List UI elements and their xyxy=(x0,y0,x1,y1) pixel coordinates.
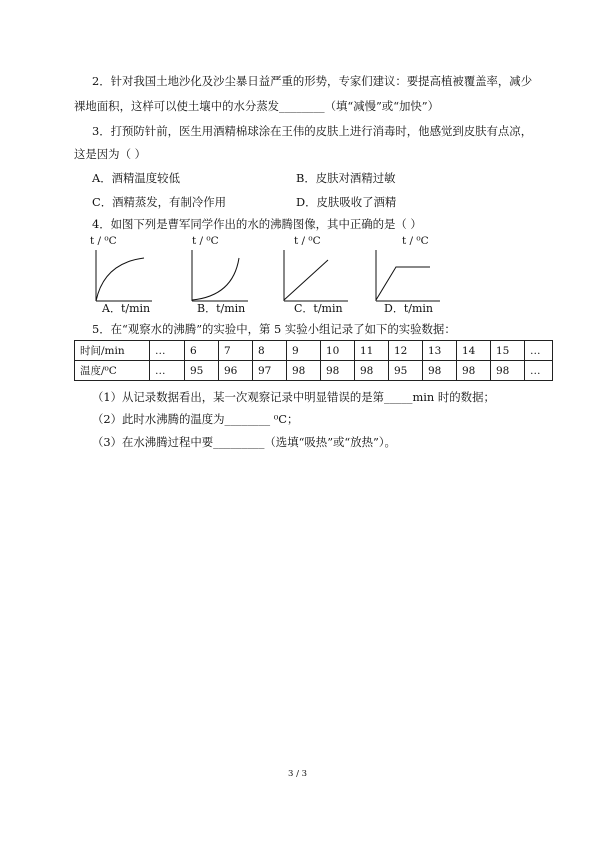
table-cell: … xyxy=(150,341,185,361)
table-cell: 13 xyxy=(423,341,457,361)
graph-c-caption: C．t/min xyxy=(294,302,343,315)
table-cell: 7 xyxy=(219,341,253,361)
table-cell: 95 xyxy=(185,361,219,381)
graph-c-y-label: t / ⁰C xyxy=(294,235,321,247)
table-cell: 时间/min xyxy=(75,341,150,361)
table-cell: … xyxy=(150,361,185,381)
table-row-temperature xyxy=(75,361,553,381)
q4-text: 4．如图下列是曹军同学作出的水的沸腾图像，其中正确的是（ ） xyxy=(92,217,422,231)
q2-line2: 裸地面积，这样可以使土壤中的水分蒸发________（填“减慢”或“加快”） xyxy=(74,99,440,113)
graph-a-caption: A．t/min xyxy=(102,302,151,315)
table-cell: 8 xyxy=(253,341,287,361)
q5-sub3: （3）在水沸腾过程中要_________（选填“吸热”或“放热”）。 xyxy=(92,435,396,449)
q3-line1: 3．打预防针前，医生用酒精棉球涂在王伟的皮肤上进行消毒时，他感觉到皮肤有点凉， xyxy=(92,124,533,138)
table-cell: 10 xyxy=(321,341,355,361)
graph-d-caption: D．t/min xyxy=(384,302,433,315)
q2-line1: 2．针对我国土地沙化及沙尘暴日益严重的形势，专家们建议：要提高植被覆盖率，减少 xyxy=(92,74,533,88)
table-cell: 14 xyxy=(457,341,491,361)
graph-a-curve xyxy=(96,258,144,301)
table-cell: 98 xyxy=(355,361,389,381)
q3-option-a: A．酒精温度较低 xyxy=(92,171,180,185)
q3-line2: 这是因为（ ） xyxy=(74,147,146,161)
table-cell: 98 xyxy=(423,361,457,381)
table-cell: 15 xyxy=(491,341,525,361)
page-number: 3 / 3 xyxy=(287,769,308,779)
graph-c xyxy=(276,230,356,314)
graph-b-caption: B．t/min xyxy=(197,302,246,315)
q3-option-b: B．皮肤对酒精过敏 xyxy=(296,171,396,185)
table-cell: 6 xyxy=(185,341,219,361)
table-cell: … xyxy=(525,361,553,381)
table-cell: 9 xyxy=(287,341,321,361)
graph-c-curve xyxy=(284,260,328,300)
q3-option-d: D．皮肤吸收了酒精 xyxy=(296,195,397,209)
q5-sub1: （1）从记录数据看出，某一次观察记录中明显错误的是第_____min 时的数据； xyxy=(92,390,495,404)
graph-b-y-label: t / ⁰C xyxy=(192,235,219,247)
graph-d xyxy=(372,230,452,314)
graph-d-y-label: t / ⁰C xyxy=(402,235,429,247)
table-cell: 98 xyxy=(491,361,525,381)
table-cell: 11 xyxy=(355,341,389,361)
table-cell: 98 xyxy=(321,361,355,381)
graph-a xyxy=(76,230,156,314)
table-cell: 97 xyxy=(253,361,287,381)
graph-d-curve xyxy=(376,267,430,300)
graph-a-y-label: t / ⁰C xyxy=(90,235,117,247)
table-cell: 95 xyxy=(389,361,423,381)
table-cell: 96 xyxy=(219,361,253,381)
table-cell: 温度/⁰C xyxy=(75,361,150,381)
q5-sub2: （2）此时水沸腾的温度为________ ⁰C； xyxy=(92,412,299,426)
table-cell: 12 xyxy=(389,341,423,361)
table-cell: … xyxy=(525,341,553,361)
table-cell: 98 xyxy=(287,361,321,381)
q3-option-c: C．酒精蒸发，有制冷作用 xyxy=(92,195,227,209)
q5-text: 5．在“观察水的沸腾”的实验中，第 5 实验小组记录了如下的实验数据： xyxy=(92,322,456,336)
data-table xyxy=(74,340,553,381)
graph-b-curve xyxy=(192,258,239,300)
graph-b xyxy=(175,230,255,314)
table-cell: 98 xyxy=(457,361,491,381)
table-row-time xyxy=(75,341,553,361)
